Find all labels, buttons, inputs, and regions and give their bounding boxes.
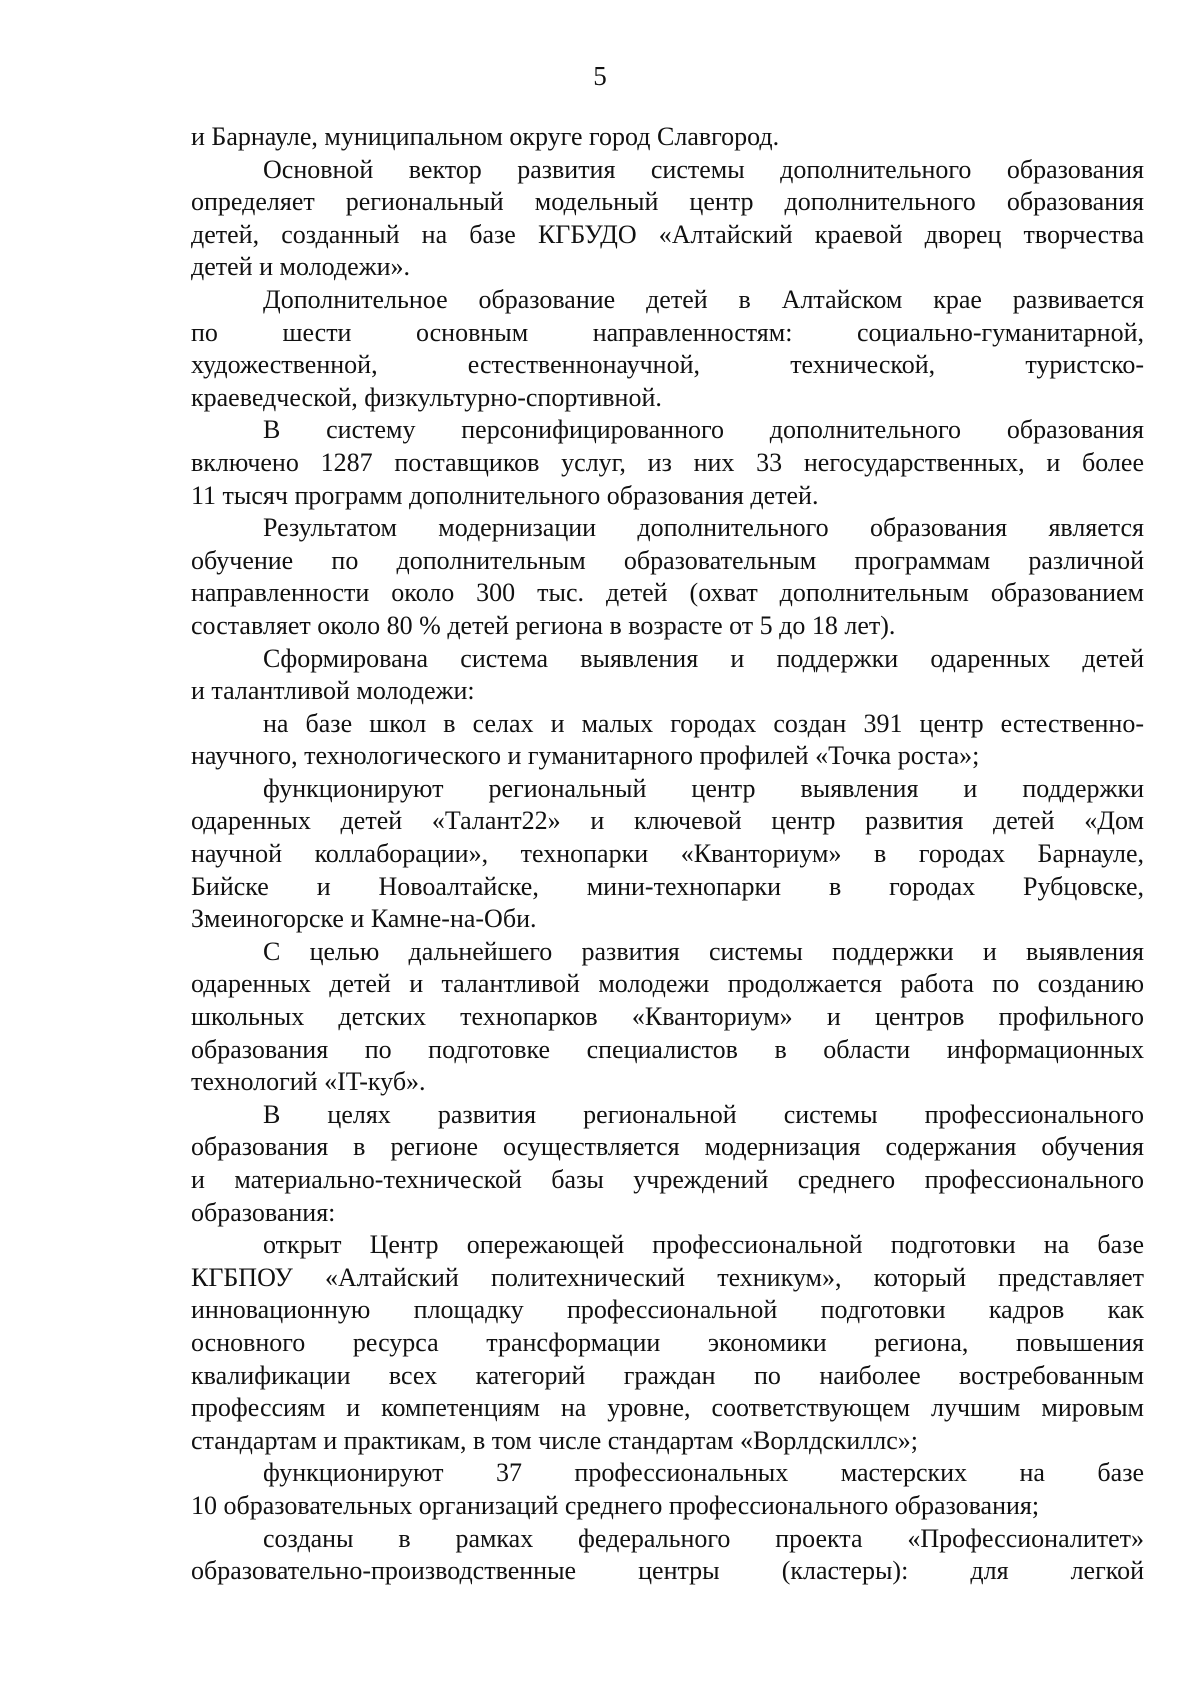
text-line: инновационную площадку профессиональной подготовки кадров как	[191, 1295, 1144, 1325]
text-line: включено 1287 поставщиков услуг, из них 33 негосударственных, и более	[191, 447, 1144, 477]
paragraph-first-line: Сформирована система выявления и поддержки одаренных детей	[263, 643, 1144, 673]
paragraph-first-line: В целях развития региональной системы профессионального	[263, 1099, 1144, 1129]
text-line: краеведческой, физкультурно-спортивной.	[191, 382, 662, 412]
document-body	[191, 121, 1144, 1588]
paragraph-first-line: открыт Центр опережающей профессиональной подготовки на базе	[263, 1230, 1144, 1260]
text-line: образования:	[191, 1197, 336, 1227]
text-line: стандартам и практикам, в том числе стандартам «Ворлдскиллс»;	[191, 1425, 919, 1455]
text-line: определяет региональный модельный центр дополнительного образования	[191, 187, 1144, 217]
text-line: научной коллаборации», технопарки «Кванториум» в городах Барнауле,	[191, 839, 1144, 869]
paragraph-first-line: Результатом модернизации дополнительного образования является	[263, 513, 1144, 543]
paragraph-first-line: С целью дальнейшего развития системы поддержки и выявления	[263, 936, 1144, 966]
paragraph-first-line: Основной вектор развития системы дополнительного образования	[263, 154, 1144, 184]
text-line: одаренных детей и талантливой молодежи продолжается работа по созданию	[191, 969, 1144, 999]
paragraph-first-line: созданы в рамках федерального проекта «Профессионалитет»	[263, 1523, 1144, 1553]
text-line: и Барнауле, муниципальном округе город Славгород.	[191, 122, 780, 151]
text-line: основного ресурса трансформации экономики региона, повышения	[191, 1327, 1144, 1357]
text-line: технологий «IT-куб».	[191, 1067, 426, 1097]
paragraph-first-line: В систему персонифицированного дополнительного образования	[263, 415, 1144, 445]
text-line: по шести основным направленностям: социально-гуманитарной,	[191, 317, 1144, 347]
text-line: квалификации всех категорий граждан по наиболее востребованным	[191, 1360, 1144, 1390]
text-line: направленности около 300 тыс. детей (охват дополнительным образованием	[191, 578, 1144, 608]
paragraph-first-line: функционируют региональный центр выявления и поддержки	[263, 773, 1144, 803]
text-line: детей и молодежи».	[191, 252, 410, 282]
text-line: образовательно-производственные центры (кластеры): для легкой	[191, 1556, 1144, 1586]
page-number: 5	[593, 61, 607, 91]
text-line: образования в регионе осуществляется модернизация содержания обучения	[191, 1132, 1144, 1162]
paragraph-first-line: функционируют 37 профессиональных мастерских на базе	[263, 1458, 1144, 1488]
text-line: образования по подготовке специалистов в области информационных	[191, 1034, 1144, 1064]
text-line: одаренных детей «Талант22» и ключевой центр развития детей «Дом	[191, 806, 1144, 836]
text-line: детей, созданный на базе КГБУДО «Алтайский краевой дворец творчества	[191, 219, 1144, 249]
text-line: 10 образовательных организаций среднего профессионального образования;	[191, 1490, 1040, 1520]
text-line: художественной, естественнонаучной, технической, туристско-	[191, 350, 1144, 380]
text-line: обучение по дополнительным образовательным программам различной	[191, 545, 1144, 575]
text-line: КГБПОУ «Алтайский политехнический техникум», который представляет	[191, 1262, 1144, 1292]
text-line: научного, технологического и гуманитарного профилей «Точка роста»;	[191, 741, 980, 771]
text-line: школьных детских технопарков «Кванториум» и центров профильного	[191, 1002, 1144, 1032]
text-line: Змеиногорске и Камне-на-Оби.	[191, 904, 537, 934]
paragraph-first-line: на базе школ в селах и малых городах создан 391 центр естественно-	[263, 708, 1144, 738]
text-line: 11 тысяч программ дополнительного образования детей.	[191, 480, 819, 510]
text-line: и материально-технической базы учреждений среднего профессионального	[191, 1165, 1144, 1194]
text-line: и талантливой молодежи:	[191, 676, 475, 706]
text-line: составляет около 80 % детей региона в возрасте от 5 до 18 лет).	[191, 610, 896, 640]
text-line: Бийске и Новоалтайске, мини-технопарки в городах Рубцовске,	[191, 871, 1144, 901]
text-line: профессиям и компетенциям на уровне, соответствующем лучшим мировым	[191, 1393, 1144, 1423]
paragraph-first-line: Дополнительное образование детей в Алтайском крае развивается	[263, 284, 1144, 314]
